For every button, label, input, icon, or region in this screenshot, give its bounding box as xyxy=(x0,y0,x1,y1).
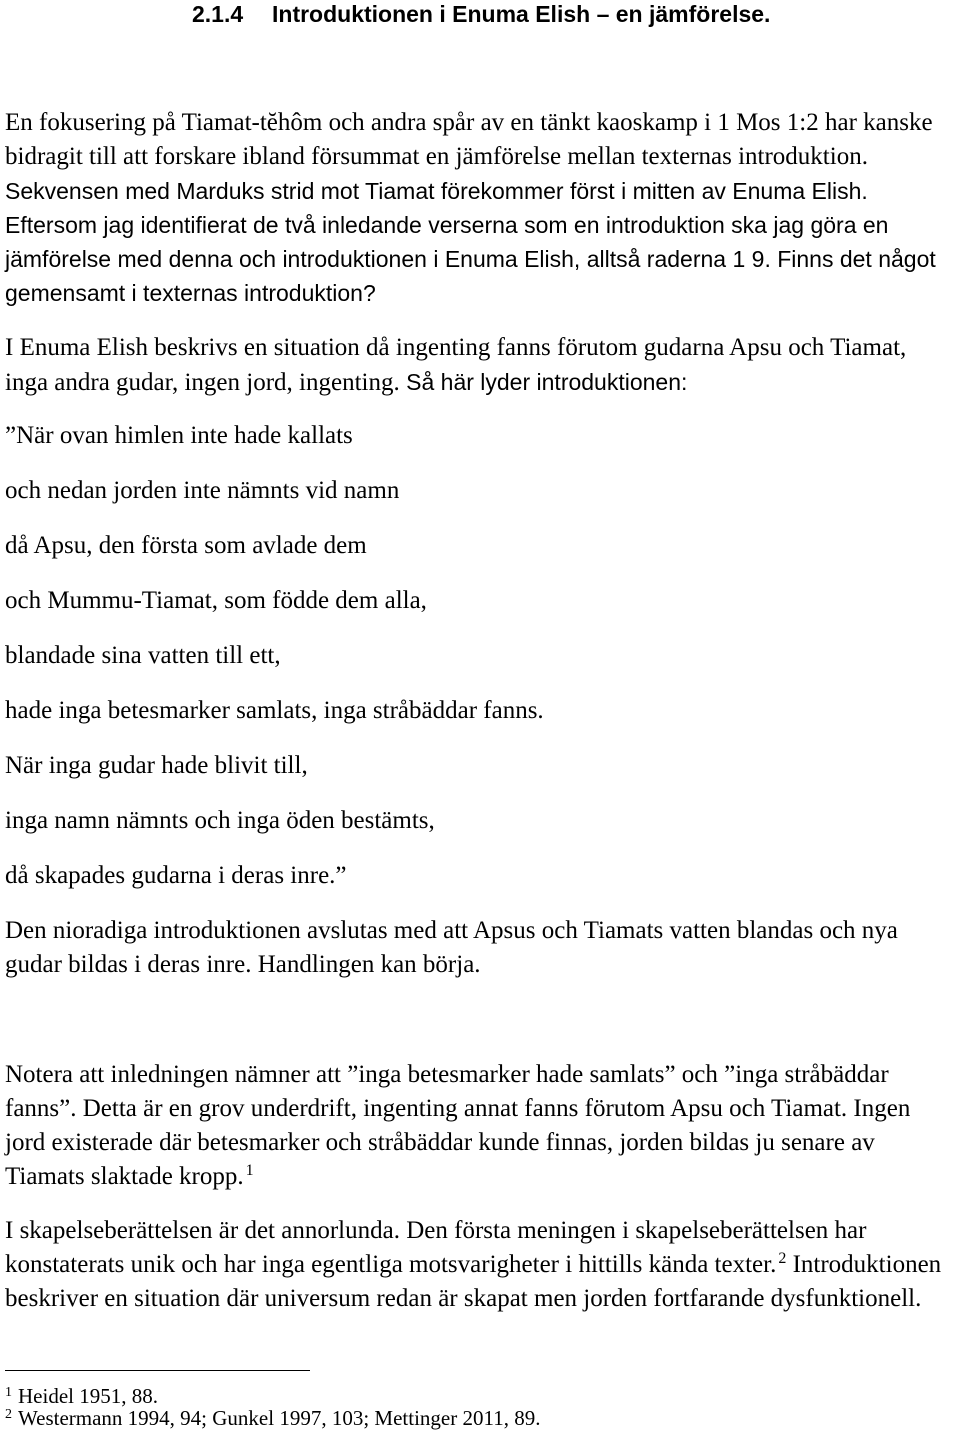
footnote-ref: 1 xyxy=(245,1162,254,1179)
text-line xyxy=(5,1248,941,1282)
poem-line: då skapades gudarna i deras inre.” xyxy=(5,862,347,889)
section-number: 2.1.4 xyxy=(192,1,244,27)
footnote-mark: 2 xyxy=(5,1407,12,1422)
section-heading xyxy=(192,0,770,28)
poem-line: då Apsu, den första som avlade dem xyxy=(5,532,367,559)
text-line: Notera att inledningen nämner att ”inga betesmarker hade samlats” och ”inga stråbäddar xyxy=(5,1061,889,1088)
poem-line: inga namn nämnts och inga öden bestämts, xyxy=(5,807,435,834)
text-line: bidragit till att forskare ibland försummat en jämförelse mellan texternas introduktion. xyxy=(5,143,868,170)
text-line: jord existerade där betesmarker och stråbäddar kunde finnas, jorden bildas ju senare av xyxy=(5,1129,875,1156)
footnote-separator xyxy=(5,1370,310,1371)
text-segment: Så här lyder introduktionen: xyxy=(399,369,688,395)
paragraph xyxy=(5,106,936,310)
paragraph xyxy=(5,1058,910,1194)
footnote-ref: 2 xyxy=(778,1250,787,1267)
paragraph xyxy=(5,1214,941,1316)
footnote xyxy=(5,1407,540,1429)
section-title: Introduktionen i Enuma Elish – en jämförelse. xyxy=(272,1,771,27)
footnote-mark: 1 xyxy=(5,1385,12,1400)
text-line: beskriver en situation där universum redan är skapat men jorden fortfarande dysfunktionell. xyxy=(5,1285,922,1312)
paragraph xyxy=(5,914,898,982)
footnotes xyxy=(5,1385,540,1429)
paragraph xyxy=(5,331,906,399)
text-line: jämförelse med denna och introduktionen i Enuma Elish, alltså raderna 1 9. Finns det något xyxy=(5,246,936,272)
text-segment: Tiamats slaktade kropp. xyxy=(5,1163,244,1190)
text-line: En fokusering på Tiamat-tĕhôm och andra spår av en tänkt kaoskamp i 1 Mos 1:2 har kanske xyxy=(5,109,933,136)
text-line: gemensamt i texternas introduktion? xyxy=(5,280,376,306)
footnote xyxy=(5,1385,540,1407)
text-line: Den nioradiga introduktionen avslutas med att Apsus och Tiamats vatten blandas och nya xyxy=(5,917,898,944)
text-segment: Introduktionen xyxy=(786,1251,942,1278)
text-segment: inga andra gudar, ingen jord, ingenting. xyxy=(5,369,400,396)
text-line: fanns”. Detta är en grov underdrift, ingenting annat fanns förutom Apsu och Tiamat. Ingen xyxy=(5,1095,911,1122)
text-line: I skapelseberättelsen är det annorlunda. Den första meningen i skapelseberättelsen har xyxy=(5,1217,867,1244)
poem-line: och nedan jorden inte nämnts vid namn xyxy=(5,477,400,504)
text-line: Eftersom jag identifierat de två inledande verserna som en introduktion ska jag göra en xyxy=(5,212,889,238)
text-line: gudar bildas i deras inre. Handlingen kan börja. xyxy=(5,951,481,978)
text-segment: konstaterats unik och har inga egentliga motsvarigheter i hittills kända texter. xyxy=(5,1251,777,1278)
poem-line: och Mummu-Tiamat, som födde dem alla, xyxy=(5,587,427,614)
text-line xyxy=(5,365,906,399)
quoted-poem xyxy=(5,419,544,914)
poem-line: ”När ovan himlen inte hade kallats xyxy=(5,422,353,449)
text-line: I Enuma Elish beskrivs en situation då ingenting fanns förutom gudarna Apsu och Tiamat, xyxy=(5,334,907,361)
text-line: Sekvensen med Marduks strid mot Tiamat förekommer först i mitten av Enuma Elish. xyxy=(5,178,868,204)
footnote-text: Westermann 1994, 94; Gunkel 1997, 103; Mettinger 2011, 89. xyxy=(18,1406,541,1430)
footnote-text: Heidel 1951, 88. xyxy=(18,1384,158,1408)
poem-line: hade inga betesmarker samlats, inga stråbäddar fanns. xyxy=(5,697,544,724)
text-line xyxy=(5,1160,910,1194)
poem-line: När inga gudar hade blivit till, xyxy=(5,752,308,779)
poem-line: blandade sina vatten till ett, xyxy=(5,642,281,669)
